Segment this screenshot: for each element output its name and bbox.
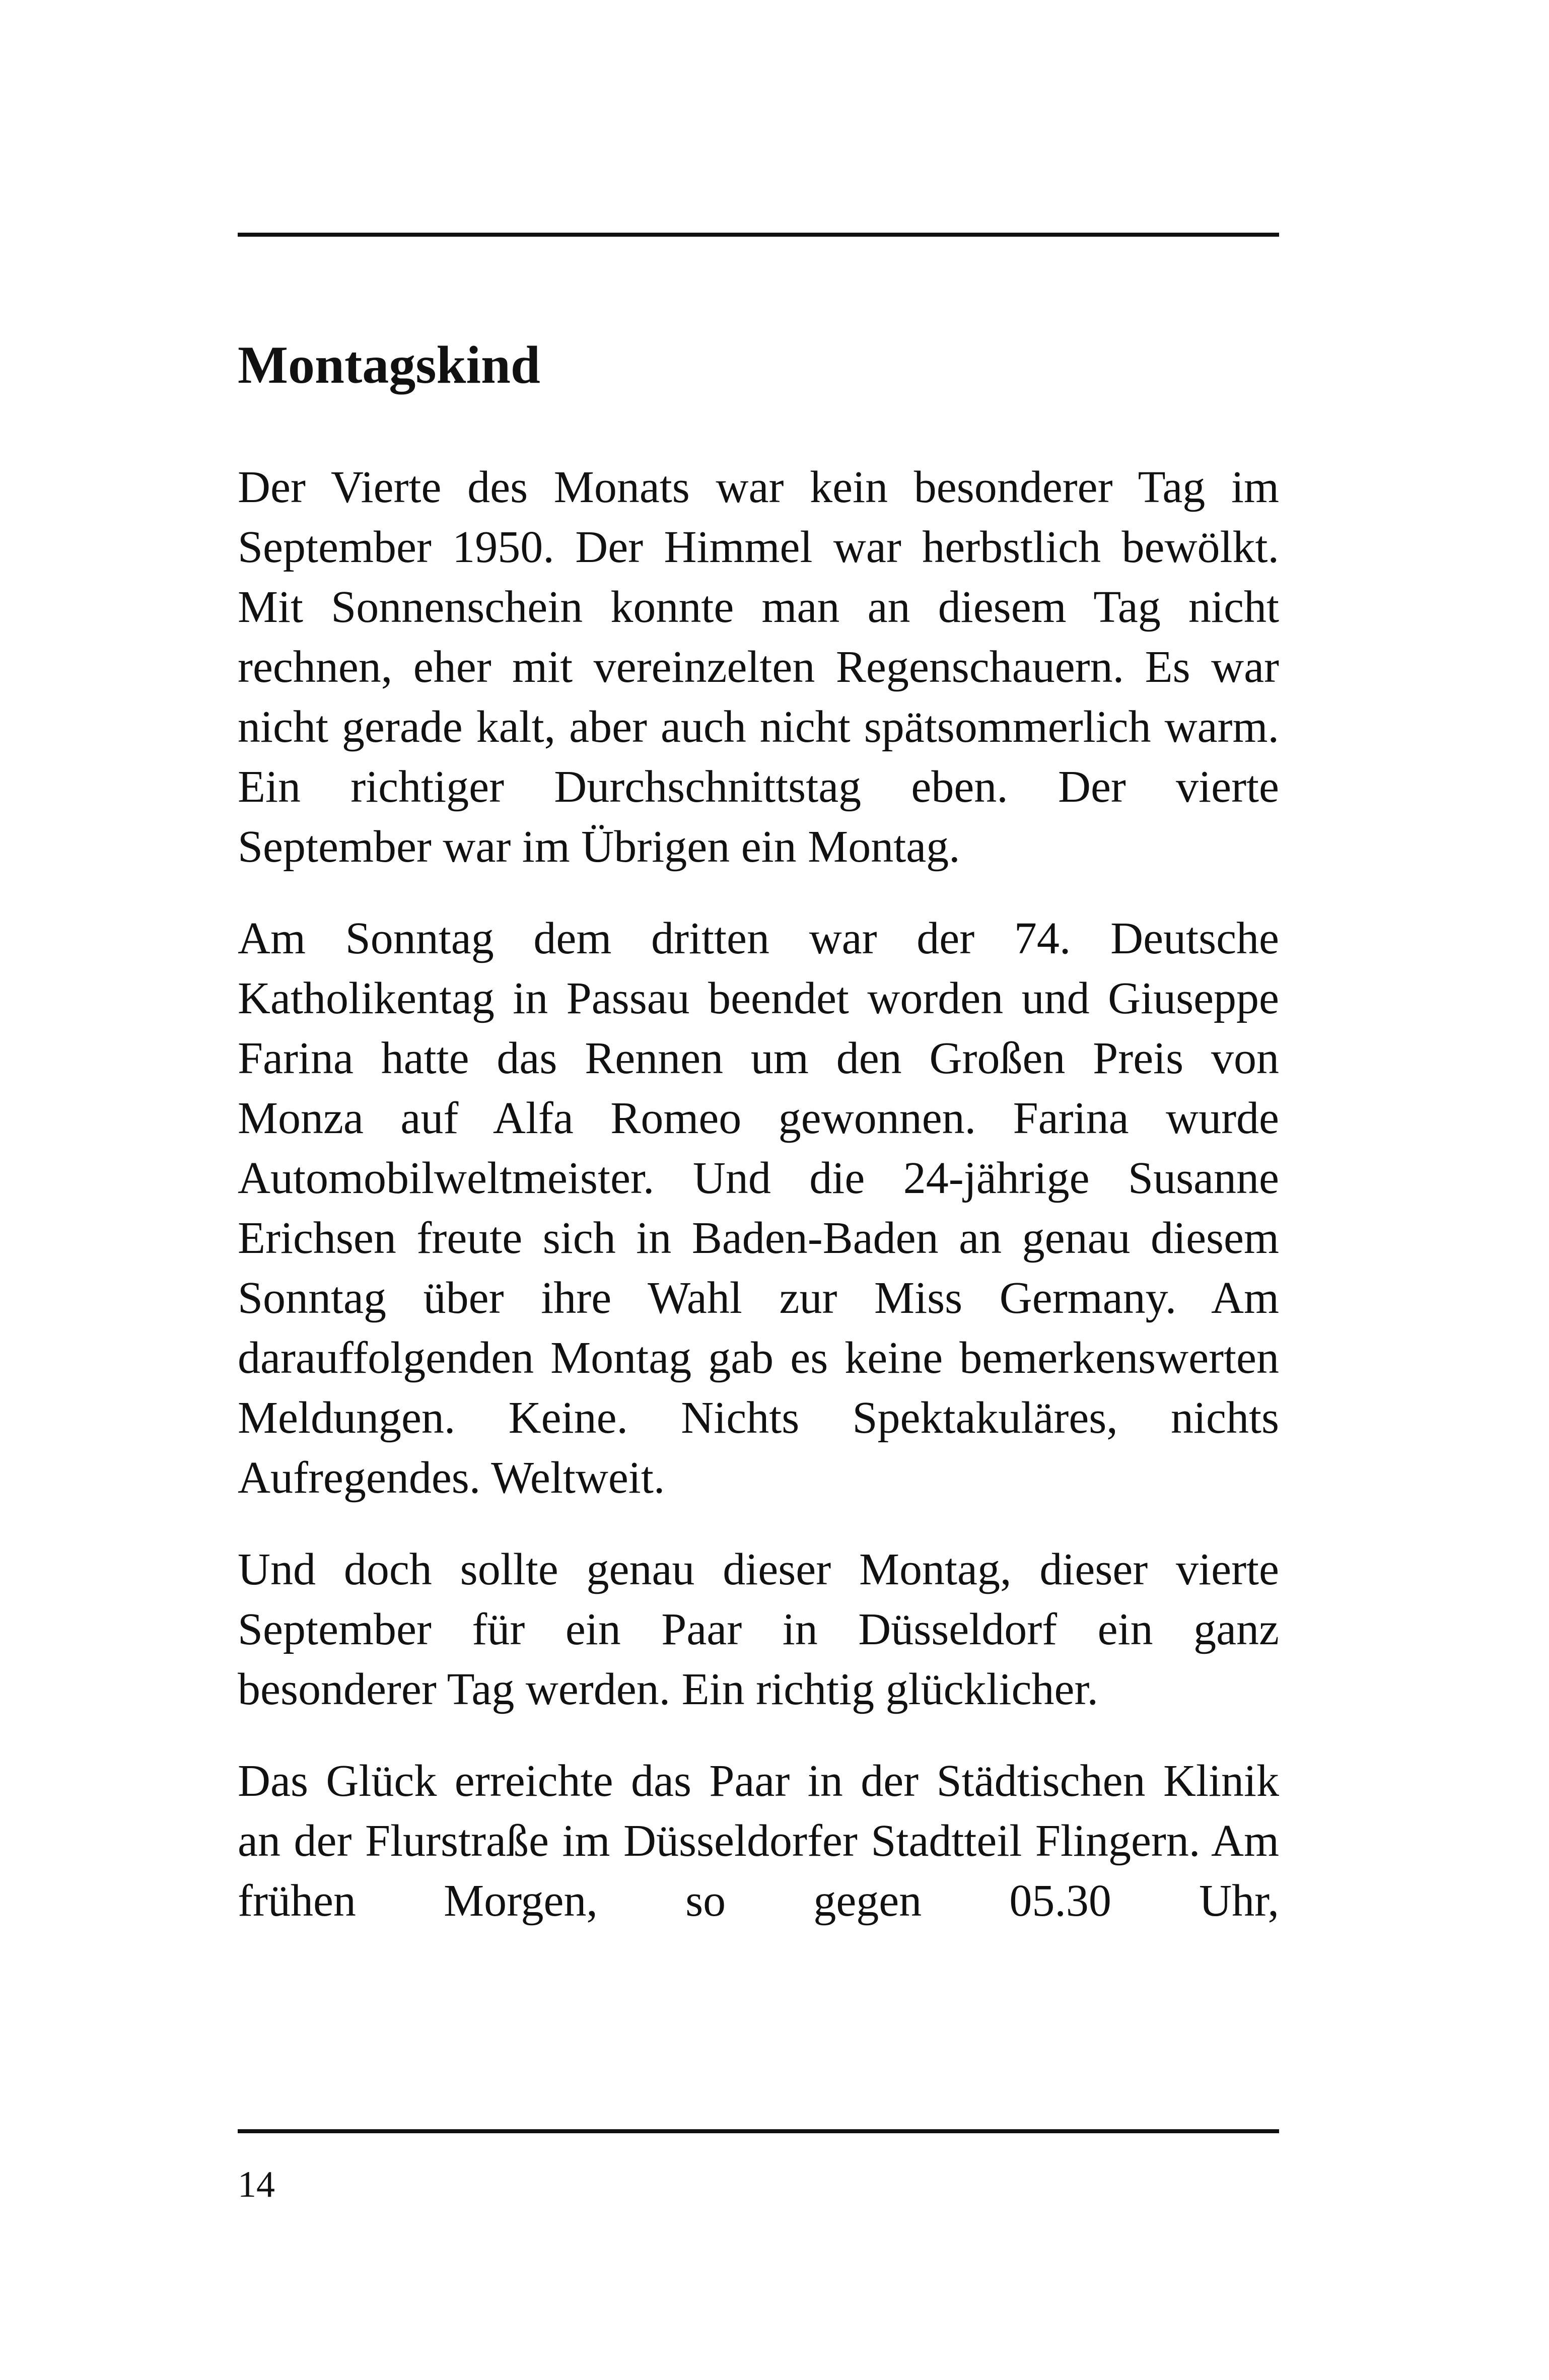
page-body [238,332,1279,1963]
header-rule [238,233,1279,237]
paragraph-4: Das Glück erreichte das Paar in der Städtischen Klinik an der Flurstraße im Düsseldorfer Stadtteil Flingern. Am frühen Morgen, so gegen 05.30 Uhr, [238,1756,1279,1926]
footer-rule [238,2129,1279,2133]
chapter-title: Montagskind [238,335,540,394]
paragraph-3: Und doch sollte genau dieser Montag, dieser vierte September für ein Paar in Düsseldorf ein ganz besonderer Tag werden. Ein richtig glücklicher. [238,1545,1279,1714]
paragraph-2: Am Sonntag dem dritten war der 74. Deutsche Katholikentag in Passau beendet worden und Giuseppe Farina hatte das Rennen um den Großen Preis von Monza auf Alfa Romeo gewonnen. Farina wurde Automobilweltmeister. Und die 24-jährige Susanne Erichsen freute sich in Baden-Baden an genau diesem Sonntag über ihre Wahl zur Miss Germany. Am darauffolgenden Montag gab es keine bemerkenswerten Meldungen. Keine. Nichts Spektakuläres, nichts Aufregendes. Weltweit. [238,914,1279,1503]
paragraph-1: Der Vierte des Monats war kein besonderer Tag im September 1950. Der Himmel war herbstlich bewölkt. Mit Sonnenschein konnte man an diesem Tag nicht rechnen, eher mit vereinzelten Regenschauern. Es war nicht gerade kalt, aber auch nicht spätsommerlich warm. Ein richtiger Durchschnittstag eben. Der vierte September war im Übrigen ein Montag. [238,462,1279,872]
page-number: 14 [238,2164,275,2205]
